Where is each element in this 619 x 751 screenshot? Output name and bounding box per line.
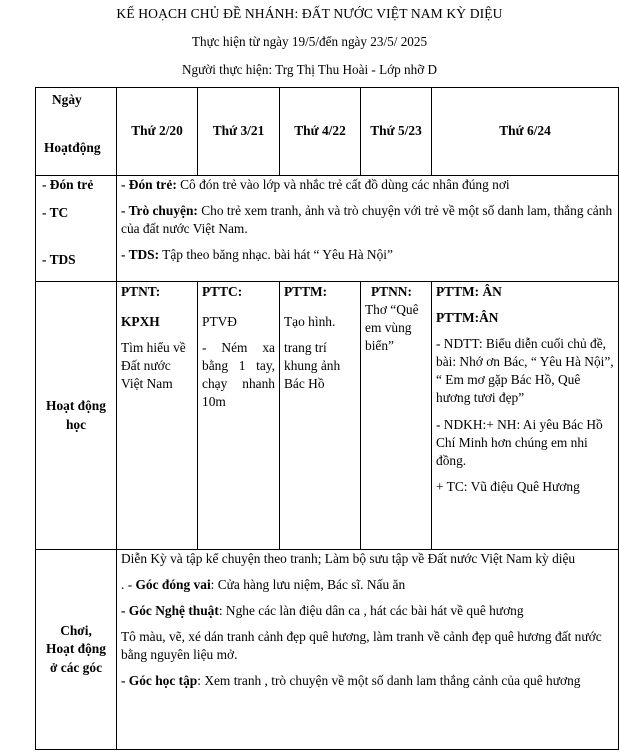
- corner-art: - Góc Nghệ thuật: Nghe các làn điệu dân ca , hát các bài hát về quê hương: [121, 603, 524, 619]
- thu-text: Thơ “Quê em vùng biển”: [365, 302, 419, 354]
- day-header-tue: Thứ 3/21: [198, 88, 280, 176]
- tue-text: - Ném xa bằng 1 tay, chạy nhanh 10m: [202, 340, 275, 410]
- wed-text: trang trí khung ảnh Bác Hồ: [284, 340, 341, 392]
- day-header-wed: Thứ 4/22: [280, 88, 361, 176]
- learning-row: [36, 282, 619, 550]
- learning-fri-cell: [432, 282, 619, 550]
- author-line: Người thực hiện: Trg Thị Thu Hoài - Lớp nhỡ D: [181, 62, 437, 77]
- reception-item: - Đón trẻ: Cô đón trẻ vào lớp và nhắc trẻ cất đồ dùng các nhân đúng nơi: [121, 177, 510, 192]
- corners-row: [36, 550, 619, 750]
- wed-head: PTTM:: [284, 284, 328, 299]
- chat-item: - Trò chuyện: Cho trẻ xem tranh, ảnh và trò chuyện với trẻ về một số danh lam, thắng cảnh của đất nước Việt Nam.: [121, 203, 613, 237]
- corners-content-cell: [117, 550, 619, 750]
- tue-head: PTTC:: [202, 284, 243, 299]
- label-tc: - TC: [42, 205, 69, 221]
- corner-day-label: Ngày: [52, 92, 82, 107]
- learning-tue-cell: [198, 282, 280, 550]
- corner-cell: [36, 88, 117, 176]
- reception-content-cell: [117, 176, 619, 282]
- corner-study: - Góc học tập: Xem tranh , trò chuyện về một số danh lam thắng cảnh của quê hương: [121, 673, 581, 689]
- mon-text: Tìm hiểu về Đất nước Việt Nam: [121, 340, 186, 392]
- label-tds: - TDS: [42, 252, 76, 268]
- learning-label: Hoạt động học: [36, 282, 117, 550]
- corner-activity-label: Hoạtđộng: [44, 140, 101, 156]
- exercise-item: - TDS: Tập theo băng nhạc. bài hát “ Yêu Hà Nội”: [121, 247, 393, 263]
- corner-art-activities: Tô màu, vẽ, xé dán tranh cảnh đẹp quê hương, làm tranh về cảnh đẹp quê hương đất nước bằng nguyên liệu mở.: [121, 629, 602, 663]
- reception-labels-cell: [36, 176, 117, 282]
- mon-sub: KPXH: [121, 314, 160, 330]
- corners-intro: Diễn Kỳ và tập kể chuyện theo tranh; Làm bộ sưu tập về Đất nước Việt Nam kỳ diệu: [121, 551, 576, 566]
- fri-p1: - NDTT: Biểu diễn cuối chủ đề, bài: Nhớ ơn Bác, “ Yêu Hà Nội”, “ Em mơ gặp Bác Hồ, Quê hương tươi đẹp”: [436, 336, 614, 406]
- header-row: [36, 88, 619, 176]
- fri-p3: + TC: Vũ điệu Quê Hương: [436, 478, 580, 494]
- fri-sub: PTTM:ÂN: [436, 310, 499, 326]
- learning-thu-cell: [361, 282, 432, 550]
- weekly-plan-table: [35, 87, 619, 750]
- day-header-thu: Thứ 5/23: [361, 88, 432, 176]
- day-header-fri: Thứ 6/24: [432, 88, 619, 176]
- document-title: KẾ HOẠCH CHỦ ĐỀ NHÁNH: ĐẤT NƯỚC VIỆT NAM KỲ DIỆU: [116, 6, 503, 21]
- corner-role-play: . - Góc đóng vai: Cửa hàng lưu niệm, Bác sĩ. Nấu ăn: [121, 577, 406, 593]
- label-don-tre: - Đón trẻ: [42, 177, 94, 192]
- date-range: Thực hiện từ ngày 19/5/đến ngày 23/5/ 2025: [191, 34, 428, 49]
- corners-label: Chơi, Hoạt động ở các góc: [36, 550, 117, 750]
- day-header-mon: Thứ 2/20: [117, 88, 198, 176]
- reception-row: [36, 176, 619, 282]
- thu-head: PTNN:: [371, 284, 412, 299]
- fri-p2: - NDKH:+ NH: Ai yêu Bác Hồ Chí Minh hơn chúng em nhi đồng.: [436, 416, 603, 468]
- mon-head: PTNT:: [121, 284, 161, 299]
- wed-sub: Tạo hình.: [284, 314, 336, 330]
- learning-mon-cell: [117, 282, 198, 550]
- tue-sub: PTVĐ: [202, 314, 237, 330]
- fri-head: PTTM: ÂN: [436, 284, 502, 299]
- learning-wed-cell: [280, 282, 361, 550]
